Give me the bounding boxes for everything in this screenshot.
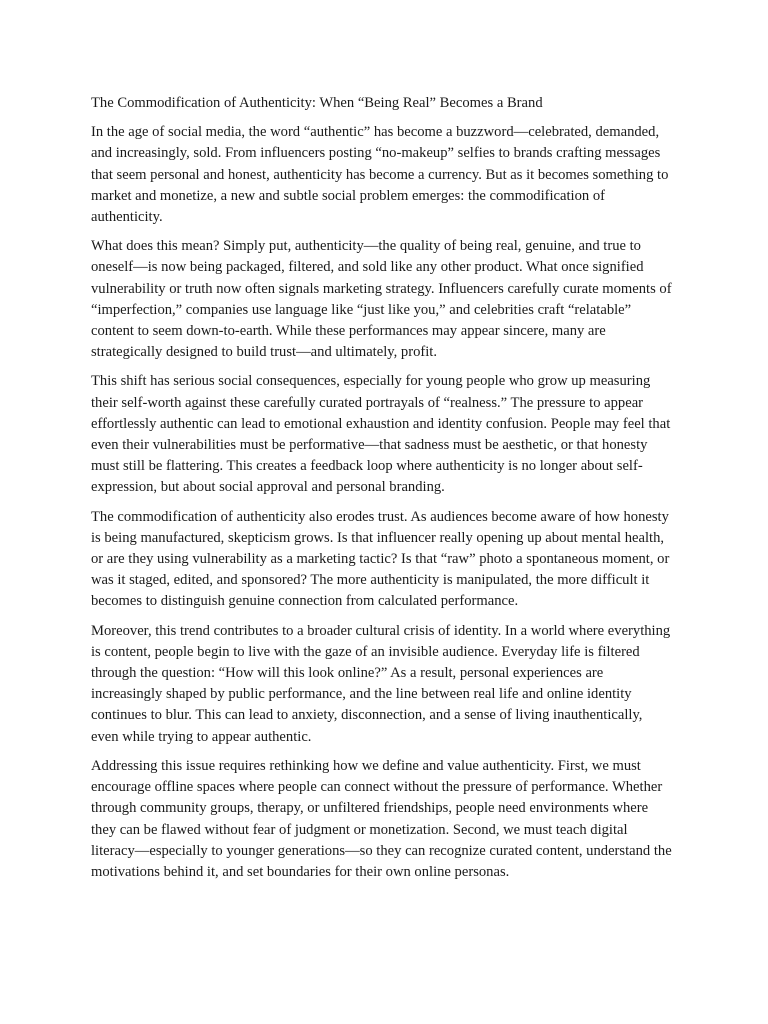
document-body: [91, 93, 673, 891]
document-title: The Commodification of Authenticity: When “Being Real” Becomes a Brand: [91, 95, 543, 111]
paragraph-1: In the age of social media, the word “authentic” has become a buzzword—celebrated, demanded, and increasingly, sold. From influencers posting “no-makeup” selfies to brands crafting messages that seem personal and honest, authenticity has become a currency. But as it becomes something to market and monetize, a new and subtle social problem emerges: the commodification of authenticity.: [91, 124, 669, 226]
paragraph-3: This shift has serious social consequences, especially for young people who grow up measuring their self-worth against these carefully curated portrayals of “realness.” The pressure to appear effortlessly authentic can lead to emotional exhaustion and identity confusion. People may feel that even their vulnerabilities must be performative—that sadness must be aesthetic, or that honesty must still be flattering. This creates a feedback loop where authenticity is no longer about self-expression, but about social approval and personal branding.: [91, 373, 671, 496]
paragraph-2: What does this mean? Simply put, authenticity—the quality of being real, genuine, and true to oneself—is now being packaged, filtered, and sold like any other product. What once signified vulnerability or truth now often signals marketing strategy. Influencers carefully curate moments of “imperfection,” companies use language like “just like you,” and celebrities craft “relatable” content to seem down-to-earth. While these performances may appear sincere, many are strategically designed to build trust—and ultimately, profit.: [91, 238, 672, 361]
paragraph-5: Moreover, this trend contributes to a broader cultural crisis of identity. In a world where everything is content, people begin to live with the gaze of an invisible audience. Everyday life is filtered through the question: “How will this look online?” As a result, personal experiences are increasingly shaped by public performance, and the line between real life and online identity continues to blur. This can lead to anxiety, disconnection, and a sense of living inauthentically, even while trying to appear authentic.: [91, 622, 671, 745]
paragraph-4: The commodification of authenticity also erodes trust. As audiences become aware of how honesty is being manufactured, skepticism grows. Is that influencer really opening up about mental health, or are they using vulnerability as a marketing tactic? Is that “raw” photo a spontaneous moment, or was it staged, edited, and sponsored? The more authenticity is manipulated, the more difficult it becomes to distinguish genuine connection from calculated performance.: [91, 508, 670, 610]
paragraph-6: Addressing this issue requires rethinking how we define and value authenticity. First, we must encourage offline spaces where people can connect without the pressure of performance. Whether through community groups, therapy, or unfiltered friendships, people need environments where they can be flawed without fear of judgment or monetization. Second, we must teach digital literacy—especially to younger generations—so they can recognize curated content, understand the motivations behind it, and set boundaries for their own online personas.: [91, 757, 672, 880]
